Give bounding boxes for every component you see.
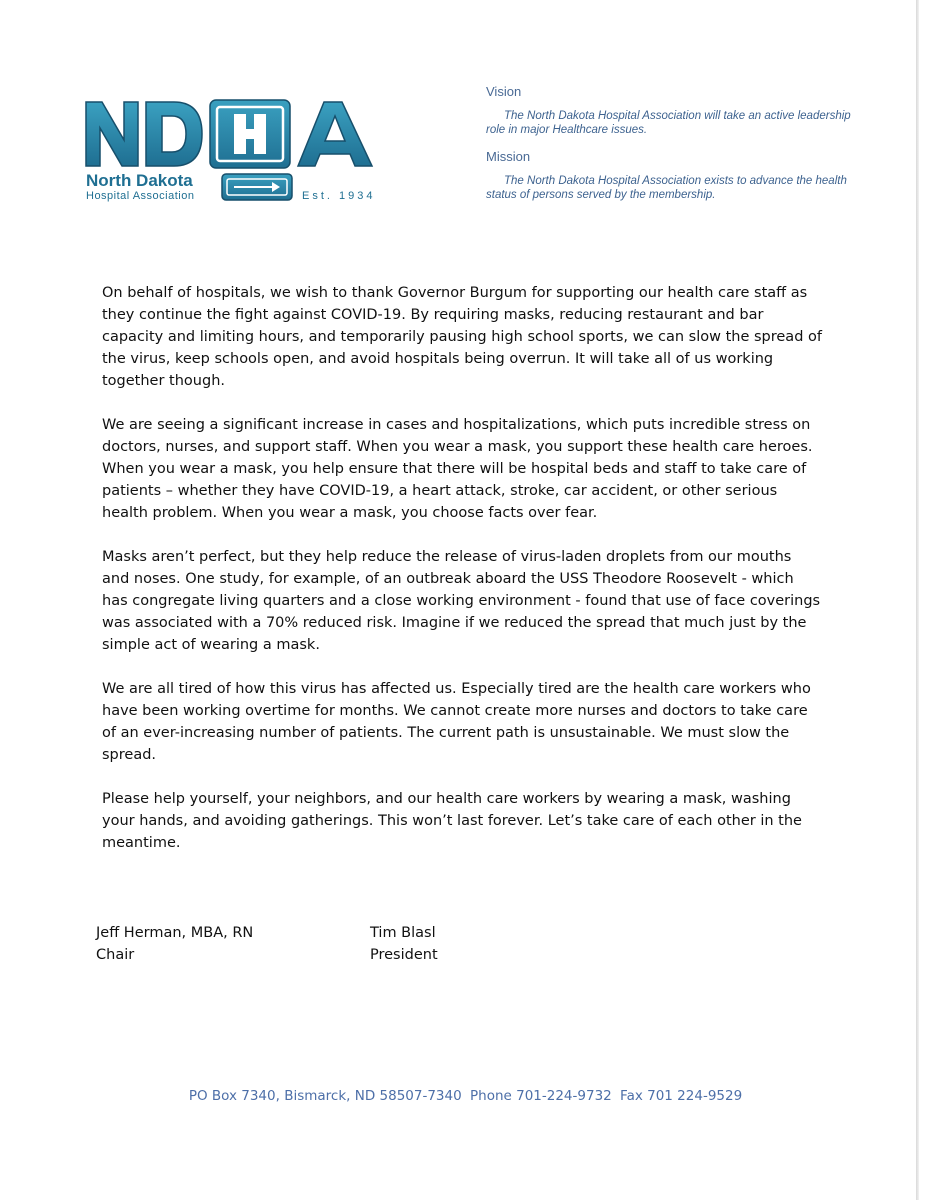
mission-heading: Mission — [486, 149, 531, 164]
footer-address: PO Box 7340, Bismarck, ND 58507-7340 — [188, 1088, 462, 1104]
vision-text: The North Dakota Hospital Association will take an active leadership role in major Healthcare issues. — [486, 110, 851, 136]
logo-letter-d — [146, 102, 202, 166]
logo-established: Est. 1934 — [302, 190, 376, 202]
logo-org-line1: North Dakota — [86, 171, 193, 190]
footer-fax: Fax 701 224-9529 — [620, 1088, 743, 1104]
signature-name: Jeff Herman, MBA, RN — [96, 925, 254, 941]
ndha-logo — [84, 96, 384, 208]
signature-title: President — [370, 947, 438, 963]
letter-paragraph: Please help yourself, your neighbors, and our health care workers by wearing a mask, washing your hands, and avoiding gatherings. This won’t last forever. Let’s take care of each other in the meantime. — [102, 791, 802, 851]
signature-president — [370, 922, 438, 966]
signature-title: Chair — [96, 947, 135, 963]
signature-name: Tim Blasl — [370, 925, 436, 941]
logo-letter-n — [86, 102, 138, 166]
signature-chair — [96, 922, 253, 966]
logo-letter-a — [298, 102, 372, 166]
letter-paragraph: We are seeing a significant increase in cases and hospitalizations, which puts incredible stress on doctors, nurses, and support staff. When you wear a mask, you support these health care heroes. When you wear a mask, you help ensure that there will be hospital beds and staff to take care of patients – whether they have COVID-19, a heart attack, stroke, car accident, or other serious health problem. When you wear a mask, you choose facts over fear. — [102, 417, 813, 521]
vision-heading: Vision — [486, 84, 522, 99]
letter-body — [102, 282, 822, 876]
letter-paragraph: Masks aren’t perfect, but they help reduce the release of virus-laden droplets from our mouths and noses. One study, for example, of an outbreak aboard the USS Theodore Roosevelt - which has congregate living quarters and a close working environment - found that use of face coverings was associated with a 70% reduced risk. Imagine if we reduced the spread that much just by the simple act of wearing a mask. — [102, 549, 821, 653]
scan-edge — [916, 0, 919, 1200]
letter-paragraph: We are all tired of how this virus has affected us. Especially tired are the health care workers who have been working overtime for months. We cannot create more nurses and doctors to take care of an ever-increasing number of patients. The current path is unsustainable. We must slow the spread. — [102, 681, 811, 763]
logo-org-line2: Hospital Association — [86, 190, 195, 202]
letter-paragraph: On behalf of hospitals, we wish to thank Governor Burgum for supporting our health care staff as they continue the fight against COVID-19. By requiring masks, reducing restaurant and bar capacity and limiting hours, and temporarily pausing high school sports, we can slow the spread of the virus, keep schools open, and avoid hospitals being overrun. It will take all of us working together though. — [102, 285, 822, 389]
vision-mission-block — [486, 84, 856, 214]
footer-phone: Phone 701-224-9732 — [470, 1088, 612, 1104]
mission-text: The North Dakota Hospital Association exists to advance the health status of persons served by the membership. — [486, 175, 847, 201]
footer-contact — [0, 1088, 927, 1104]
